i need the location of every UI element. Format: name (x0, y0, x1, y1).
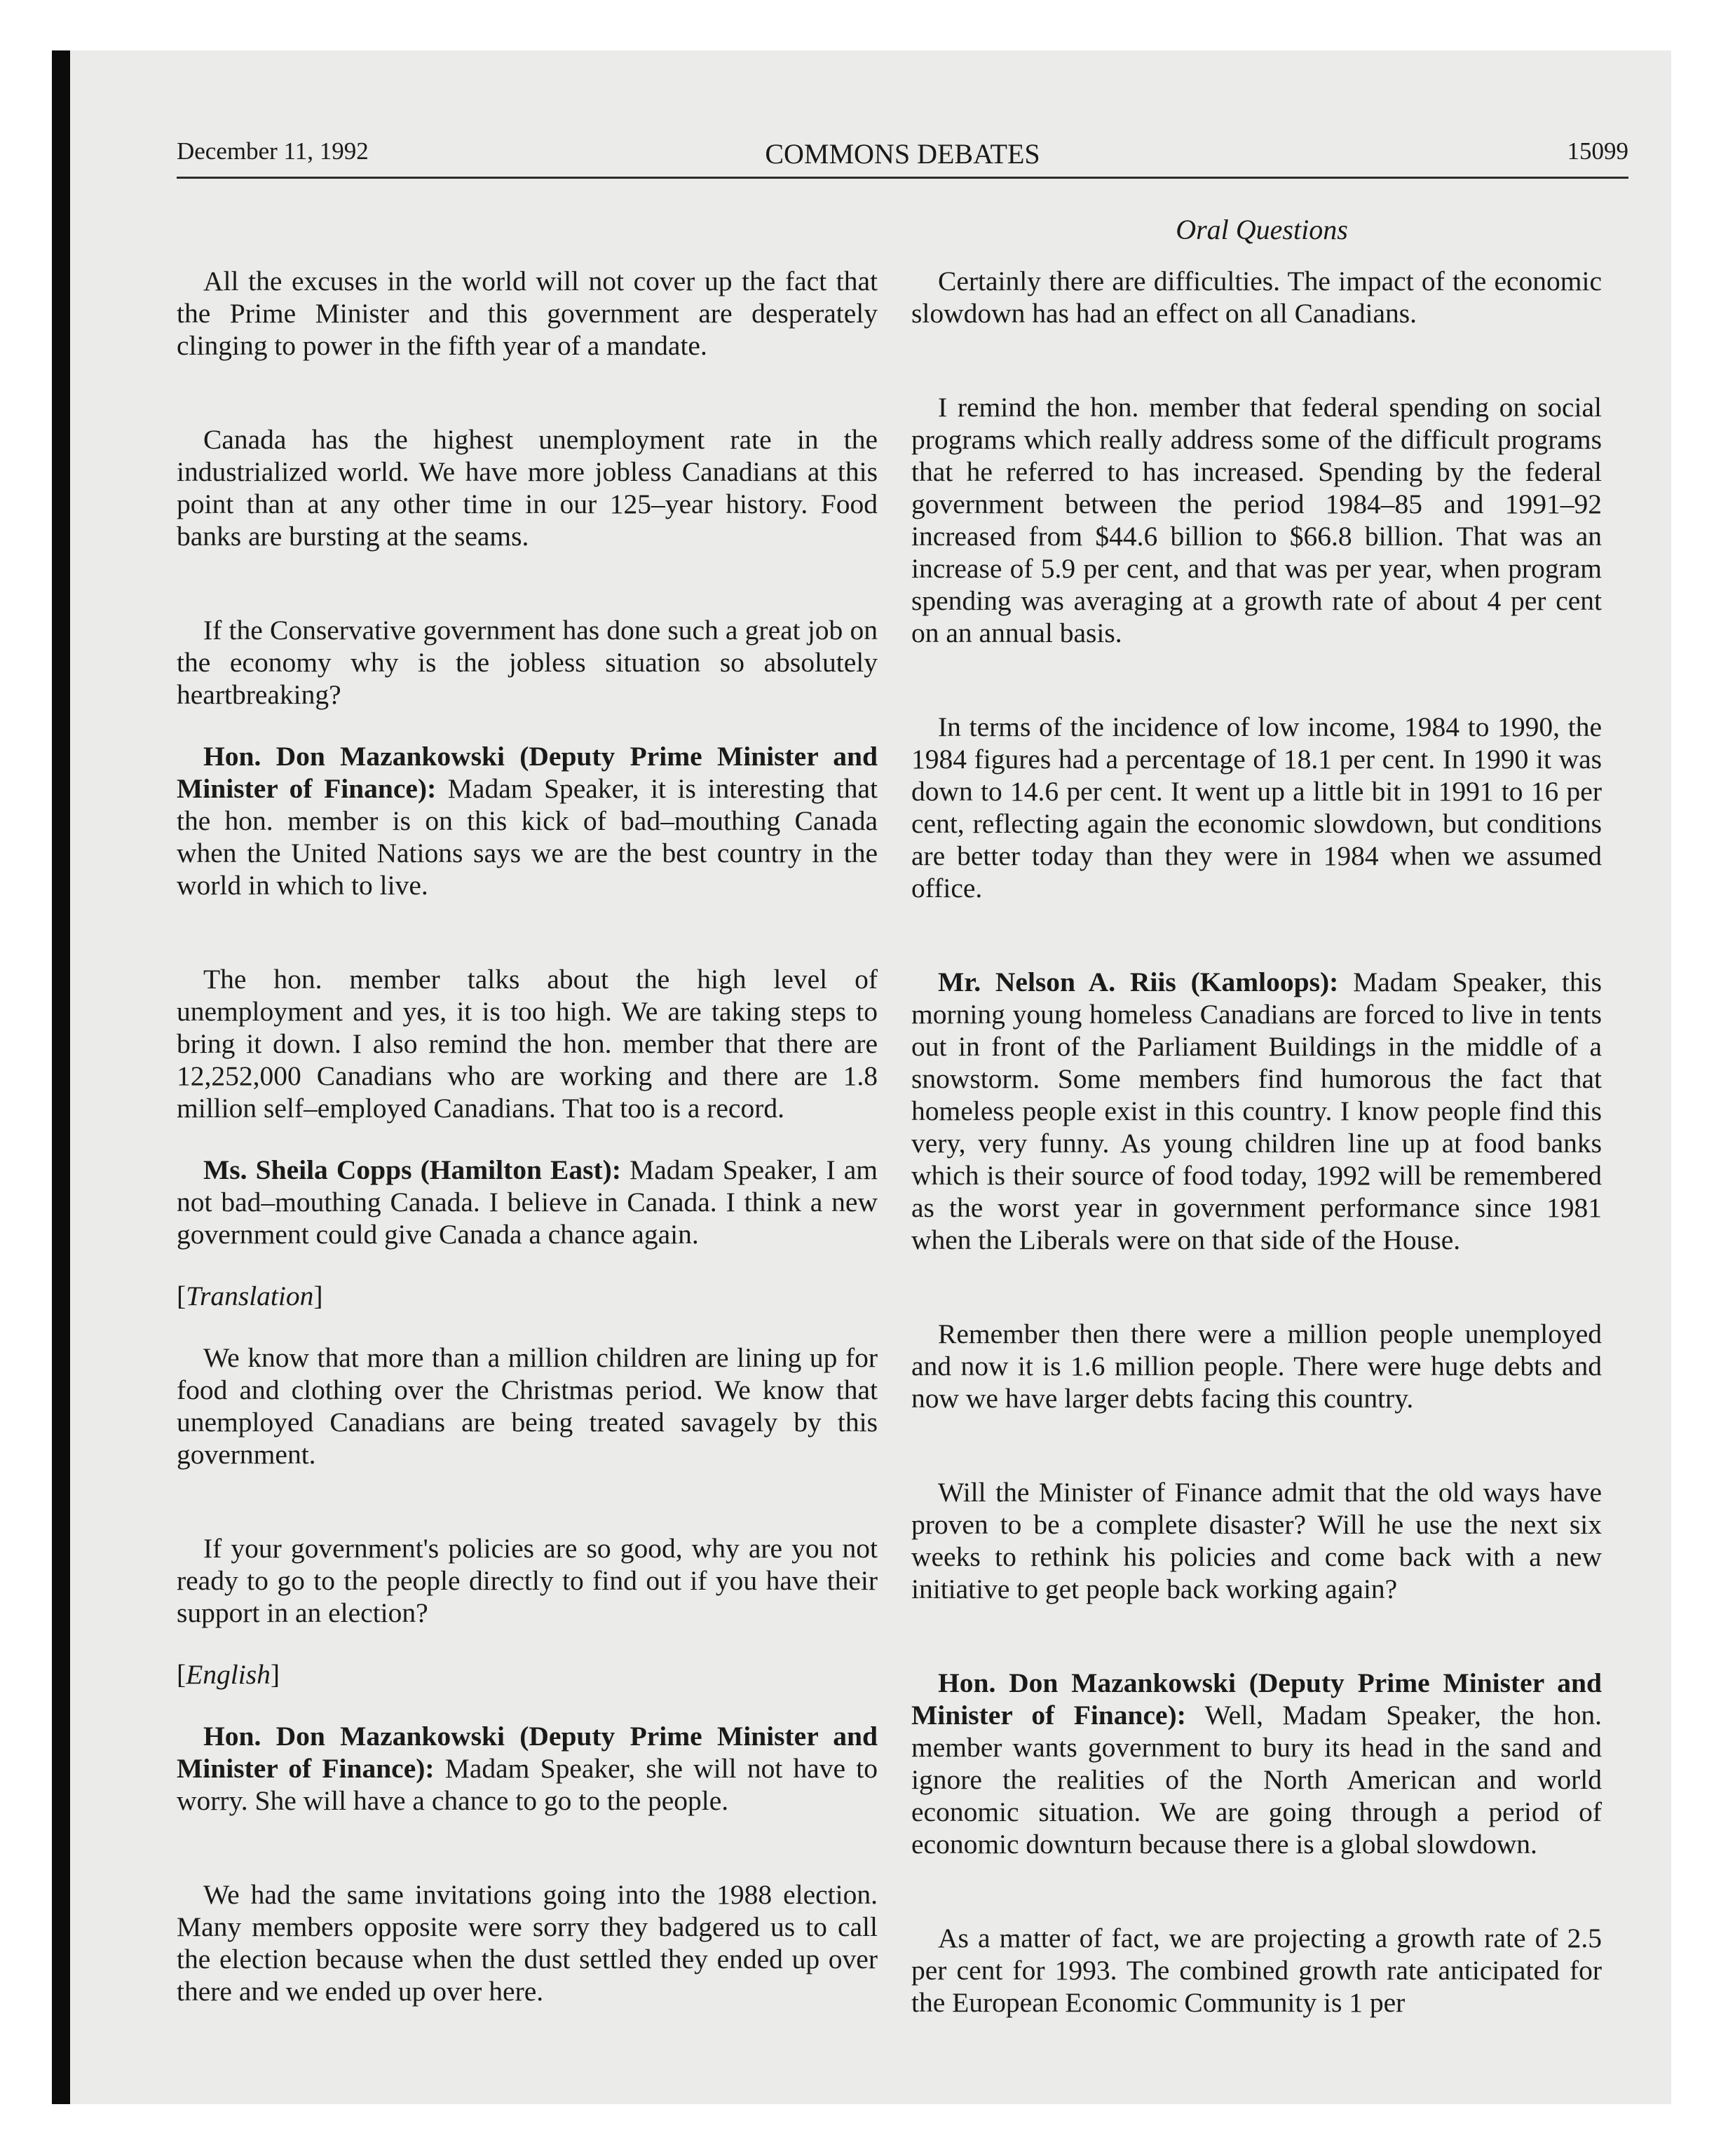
left-column (177, 265, 878, 2037)
paragraph: Canada has the highest unemployment rate in the industrialized world. We have more jobless Canadians at this point than at any other time in our 125–year history. Food banks are bursting at the seams. (177, 424, 878, 552)
paragraph: We know that more than a million children are lining up for food and clothing over the Christmas period. We know that unemployed Canadians are being treated savagely by this government. (177, 1342, 878, 1470)
paragraph: If the Conservative government has done such a great job on the economy why is the jobless situation so absolutely heartbreaking? (177, 615, 878, 710)
speech-text: Madam Speaker, it is interesting that the hon. member is on this kick of bad–mouthing Canada when the United Nations says we are the best country in the world in which to live. (177, 773, 878, 901)
paragraph: All the excuses in the world will not cover up the fact that the Prime Minister and this government are desperately clinging to power in the fifth year of a mandate. (177, 266, 878, 361)
header-title: COMMONS DEBATES (765, 138, 1040, 170)
speech-text: Madam Speaker, I am not bad–mouthing Canada. I believe in Canada. I think a new government could give Canada a chance again. (177, 1154, 878, 1250)
speaker-name: Hon. Don Mazankowski (Deputy Prime Minister and Minister of Finance): (911, 1667, 1602, 1731)
right-column (911, 265, 1602, 2048)
paragraph: The hon. member talks about the high level of unemployment and yes, it is too high. We are taking steps to bring it down. I also remind the hon. member that there are 12,252,000 Canadians who are working and there are 1.8 million self–employed Canadians. That too is a record. (177, 964, 878, 1124)
paragraph: Certainly there are difficulties. The impact of the economic slowdown has had an effect on all Canadians. (911, 266, 1602, 329)
speech (177, 740, 878, 901)
paragraph: We had the same invitations going into the 1988 election. Many members opposite were sorry they badgered us to call the election because when the dust settled they ended up over there and we ended up over here. (177, 1879, 878, 2007)
paragraph: Will the Minister of Finance admit that the old ways have proven to be a complete disaster? Will he use the next six weeks to rethink his policies and come back with a new initiative to get people back working again? (911, 1477, 1602, 1604)
speaker-name: Mr. Nelson A. Riis (Kamloops): (938, 967, 1339, 997)
header-page-number: 15099 (1567, 137, 1628, 165)
speech (177, 1720, 878, 1817)
speech (911, 966, 1602, 1256)
page-header (177, 137, 1628, 179)
speaker-name: Hon. Don Mazankowski (Deputy Prime Minister and Minister of Finance): (177, 741, 878, 804)
speaker-name: Ms. Sheila Copps (Hamilton East): (203, 1154, 621, 1185)
speaker-name: Hon. Don Mazankowski (Deputy Prime Minister and Minister of Finance): (177, 1721, 878, 1784)
english-tag: [English] (177, 1659, 280, 1690)
speech-text: Madam Speaker, she will not have to worry. She will have a chance to go to the people. (177, 1753, 878, 1816)
paragraph: If your government's policies are so good, why are you not ready to go to the people directly to find out if you have their support in an election? (177, 1533, 878, 1628)
speech (911, 1667, 1602, 1860)
speech-text: Madam Speaker, this morning young homeless Canadians are forced to live in tents out in front of the Parliament Buildings in the middle of a snowstorm. Some members find humorous the fact that homeless people exist in this country. I know people find this very, very funny. As young children line up at food banks which is their source of food today, 1992 will be remembered as the worst year in government performance since 1981 when the Liberals were on that side of the House. (911, 967, 1602, 1255)
section-title: Oral Questions (1176, 214, 1348, 245)
paragraph: Remember then there were a million people unemployed and now it is 1.6 million people. There were huge debts and now we have larger debts facing this country. (911, 1318, 1602, 1414)
speech (177, 1154, 878, 1250)
header-date: December 11, 1992 (177, 137, 369, 165)
speech-text: Well, Madam Speaker, the hon. member wants government to bury its head in the sand and ignore the realities of the North American and world economic situation. We are going through a period of economic downturn because there is a global slowdown. (911, 1700, 1602, 1860)
paragraph: As a matter of fact, we are projecting a growth rate of 2.5 per cent for 1993. The combined growth rate anticipated for the European Economic Community is 1 per (911, 1923, 1602, 2018)
paragraph: I remind the hon. member that federal spending on social programs which really address some of the difficult programs that he referred to has increased. Spending by the federal government between the period 1984–85 and 1991–92 increased from $44.6 billion to $66.8 billion. That was an increase of 5.9 per cent, and that was per year, when program spending was averaging at a growth rate of about 4 per cent on an annual basis. (911, 392, 1602, 648)
translation-tag: [Translation] (177, 1281, 323, 1311)
paragraph: In terms of the incidence of low income, 1984 to 1990, the 1984 figures had a percentage of 18.1 per cent. In 1990 it was down to 14.6 per cent. It went up a little bit in 1991 to 16 per cent, reflecting again the economic slowdown, but conditions are better today than they were in 1984 when we assumed office. (911, 711, 1602, 903)
